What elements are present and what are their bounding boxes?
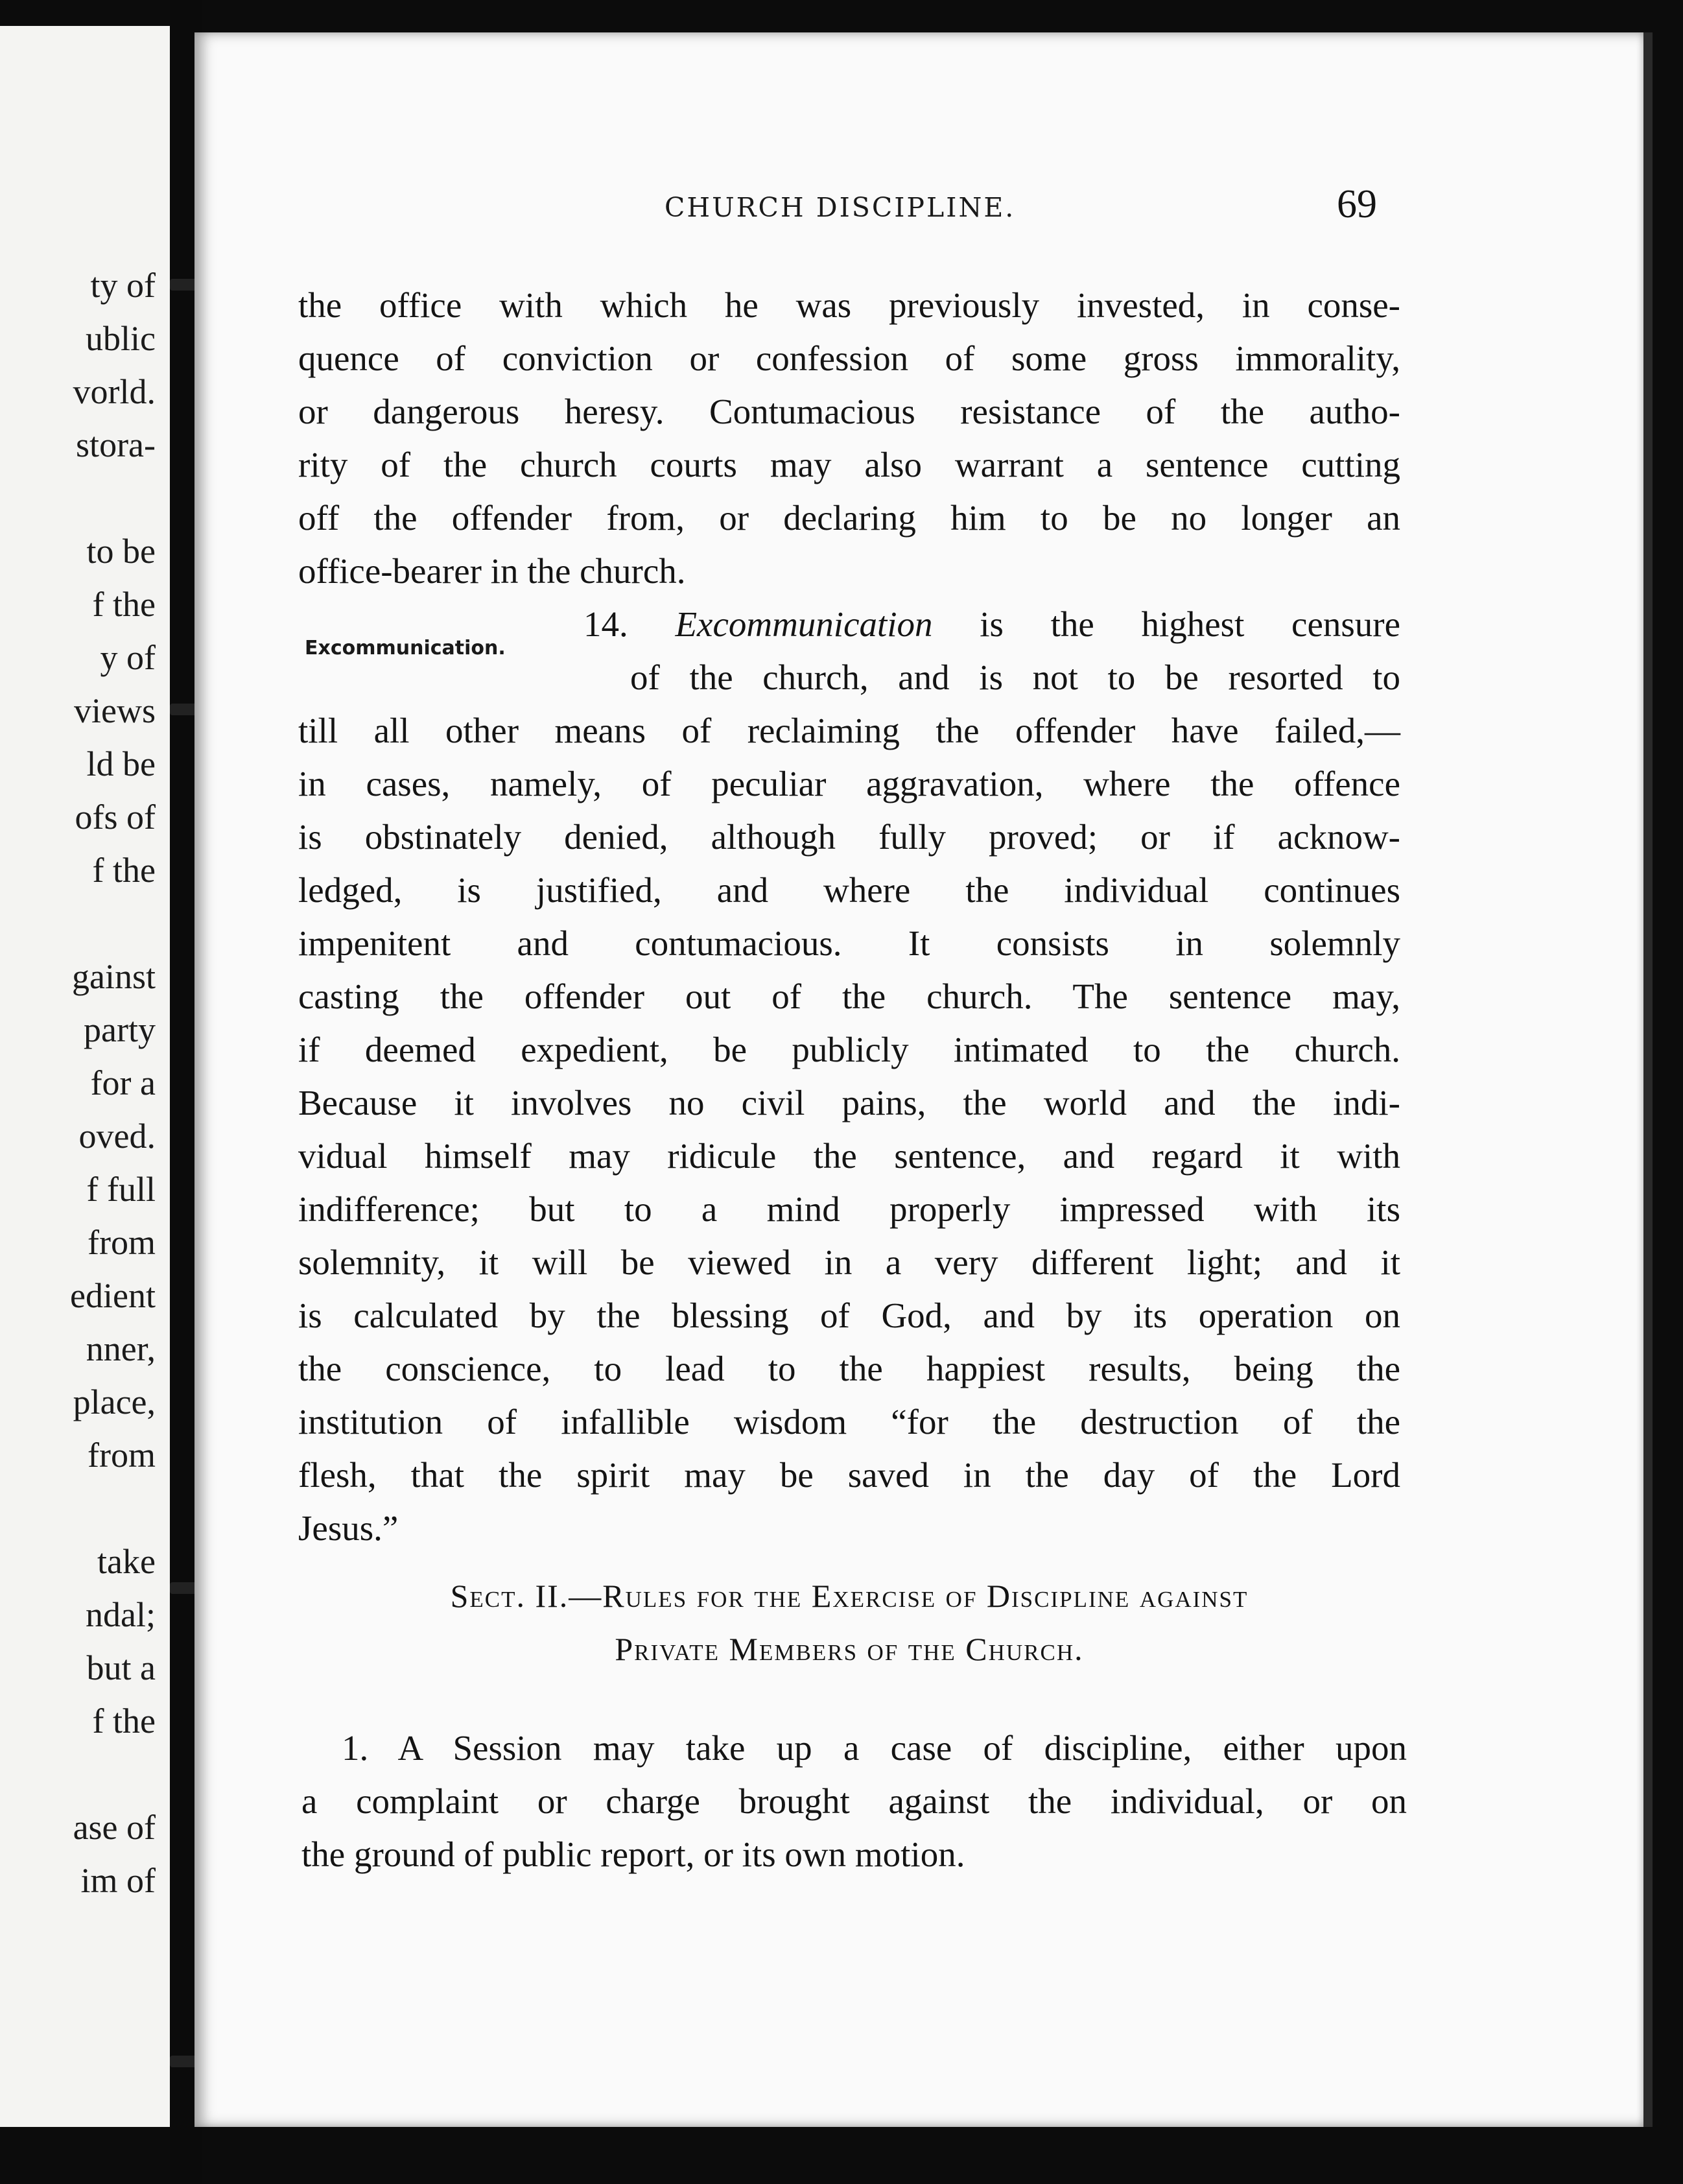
section-2-paragraph-1	[301, 1722, 1407, 1881]
left-page-fragment: f the	[92, 851, 156, 890]
left-page-fragment: from	[88, 1436, 156, 1475]
left-page-fragment: for a	[90, 1063, 156, 1102]
left-page-fragment: f the	[92, 1702, 156, 1740]
left-page-fragment: ty of	[90, 266, 156, 305]
text-line: rity of the church courts may also warrant a sentence cutting	[298, 445, 1400, 484]
text-line: or dangerous heresy. Contumacious resistance of the autho-	[298, 392, 1400, 431]
left-page-fragment: views	[74, 691, 156, 730]
body-text	[298, 279, 1400, 1555]
text-line: quence of conviction or confession of some gross immorality,	[298, 338, 1400, 378]
paragraph-number: 14.	[583, 604, 628, 644]
left-page-fragment: ld be	[86, 744, 156, 783]
left-page-fragment: nner,	[86, 1329, 156, 1368]
left-page-fragment: y of	[100, 638, 156, 677]
section-heading-line: Sect. II.—Rules for the Exercise of Discipline against	[450, 1578, 1249, 1614]
text-line: in cases, namely, of peculiar aggravation, where the offence	[298, 764, 1400, 803]
left-page-fragment: place,	[73, 1383, 156, 1421]
running-head: CHURCH DISCIPLINE.	[665, 192, 1016, 223]
left-page-fragment: ofs of	[75, 798, 156, 837]
left-page-fragment: to be	[86, 532, 156, 571]
text-line: flesh, that the spirit may be saved in the day of the Lord	[298, 1455, 1400, 1495]
left-page-fragment: edient	[70, 1276, 156, 1315]
text-line: 1. A Session may take up a case of discipline, either upon	[342, 1728, 1407, 1768]
left-page-fragment: f full	[86, 1170, 156, 1209]
text-line: indifference; but to a mind properly impressed with its	[298, 1189, 1400, 1229]
text-fragment: is the highest censure	[980, 604, 1401, 644]
text-line: a complaint or charge brought against the individual, or on	[301, 1781, 1407, 1821]
text-line: till all other means of reclaiming the offender have failed,—	[298, 711, 1400, 750]
text-line: ledged, is justified, and where the individual continues	[298, 870, 1400, 910]
left-page-fragment: gainst	[72, 957, 156, 996]
text-line: office-bearer in the church.	[298, 551, 686, 591]
main-page	[194, 32, 1653, 2127]
text-line: is obstinately denied, although fully proved; or if acknow-	[298, 817, 1400, 857]
text-line: casting the offender out of the church. The sentence may,	[298, 977, 1400, 1016]
text-line: the ground of public report, or its own motion.	[301, 1834, 965, 1874]
text-line: Because it involves no civil pains, the world and the indi-	[298, 1083, 1400, 1122]
text-line: off the offender from, or declaring him to be no longer an	[298, 498, 1400, 538]
left-page-fragment: but a	[86, 1648, 156, 1687]
left-page-fragment: from	[88, 1223, 156, 1262]
left-page-edge	[0, 26, 170, 2127]
page-number: 69	[1337, 182, 1377, 226]
left-page-fragment: im of	[80, 1861, 156, 1900]
paragraph-14-first-line	[298, 598, 1400, 651]
left-page-fragment: f the	[92, 585, 156, 624]
text-line: if deemed expedient, be publicly intimated to the church.	[298, 1030, 1400, 1069]
term-excommunication: Excommunication	[675, 604, 933, 644]
section-heading-line: Private Members of the Church.	[615, 1631, 1084, 1667]
text-line: is calculated by the blessing of God, and by its operation on	[298, 1296, 1400, 1335]
left-page-fragment: stora-	[76, 425, 156, 464]
text-line: Jesus.”	[298, 1508, 399, 1548]
left-page-fragment: vorld.	[73, 372, 156, 411]
text-line: impenitent and contumacious. It consists in solemnly	[298, 923, 1400, 963]
text-line: institution of infallible wisdom “for the destruction of the	[298, 1402, 1400, 1442]
left-page-fragment: oved.	[78, 1117, 156, 1156]
text-line: the office with which he was previously invested, in conse-	[298, 285, 1400, 325]
text-line: vidual himself may ridicule the sentence, and regard it with	[298, 1136, 1400, 1176]
left-page-fragment: party	[84, 1010, 156, 1049]
section-heading	[298, 1569, 1400, 1676]
text-line: the conscience, to lead to the happiest results, being the	[298, 1349, 1400, 1388]
left-page-fragment: ase of	[73, 1808, 156, 1847]
margin-note: Excommunication.	[305, 637, 506, 659]
left-page-fragment: take	[97, 1542, 156, 1581]
left-page-fragment: ublic	[86, 319, 156, 358]
left-page-fragment: ndal;	[86, 1595, 156, 1634]
text-line: solemnity, it will be viewed in a very different light; and it	[298, 1242, 1400, 1282]
text-line: of the church, and is not to be resorted to	[630, 658, 1400, 697]
